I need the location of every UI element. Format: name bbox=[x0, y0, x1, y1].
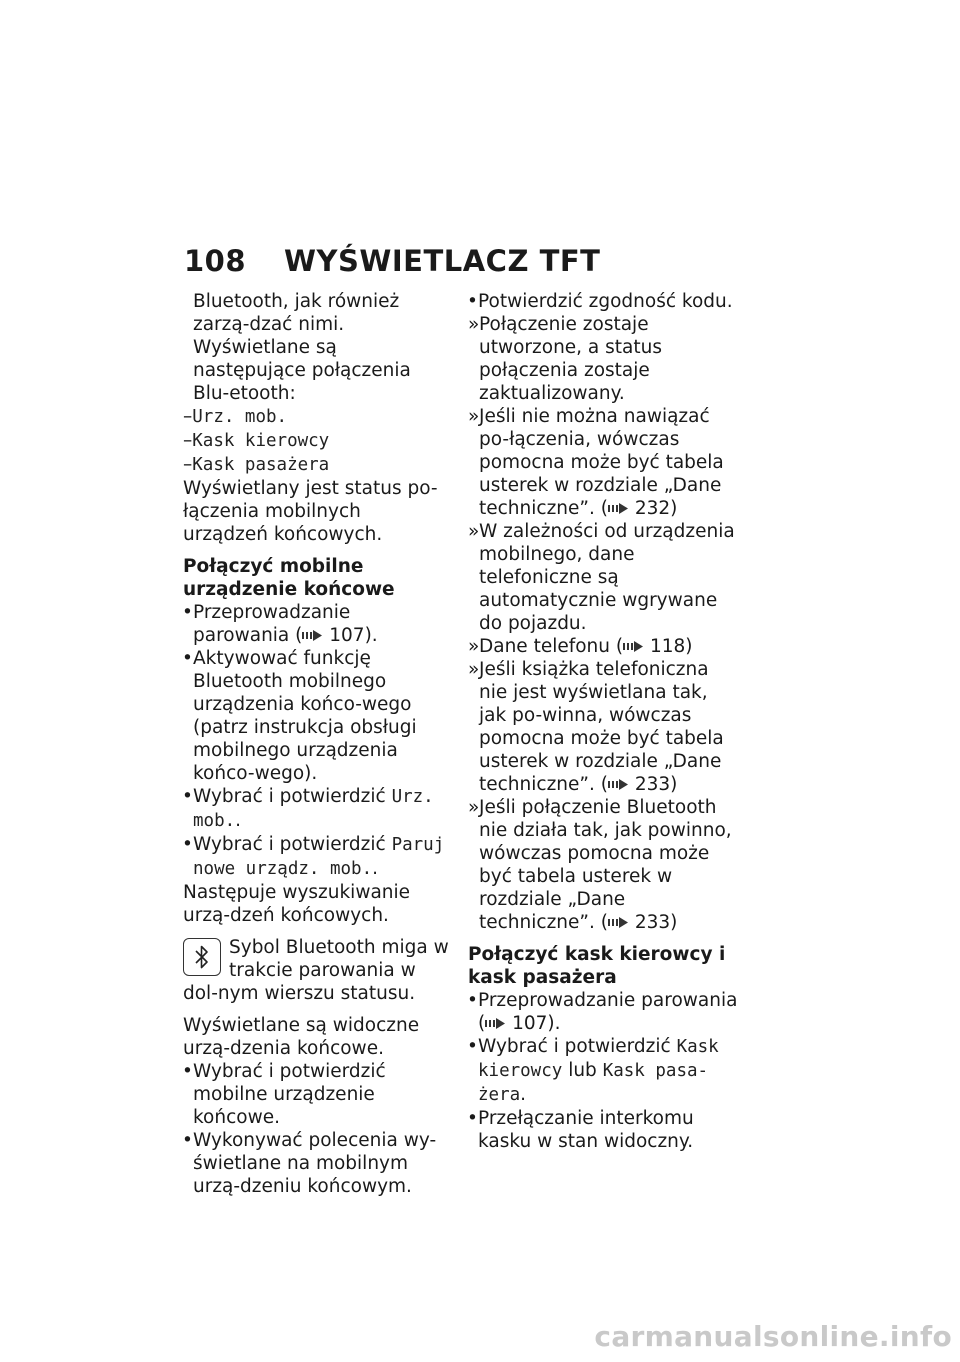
status-paragraph: Wyświetlany jest status po-łączenia mobilnych urządzeń końcowych. bbox=[183, 478, 438, 545]
result-item: » Jeśli połączenie Bluetooth nie działa tak, jak powinno, wówczas pomocna może być tabela usterek w rozdziale „Dane techniczne”. ( 233) bbox=[468, 796, 740, 934]
result-item: » Jeśli nie można nawiązać po-łączenia, wówczas pomocna może być tabela usterek w rozdziale „Dane techniczne”. ( 232) bbox=[468, 405, 740, 520]
result-item: » W zależności od urządzenia mobilnego, dane telefoniczne są automatycznie wgrywane do pojazdu. bbox=[468, 520, 740, 635]
page-reference-icon bbox=[302, 629, 323, 642]
visible-devices-paragraph: Wyświetlane są widoczne urzą-dzenia końcowe. bbox=[183, 1015, 420, 1059]
list-item: • Aktywować funkcję Bluetooth mobilnego urządzenia końco-wego (patrz instrukcja obsługi mobilnego urządzenia końco-wego). bbox=[183, 647, 451, 785]
section-heading: Połączyć mobilne urządzenie końcowe bbox=[183, 556, 395, 600]
list-item: • Potwierdzić zgodność kodu. bbox=[468, 290, 740, 313]
list-item: • Wybrać i potwierdzić Paruj nowe urządz. mob.. bbox=[183, 833, 451, 881]
result-item: » Połączenie zostaje utworzone, a status połączenia zostaje zaktualizowany. bbox=[468, 313, 740, 405]
page-reference-icon bbox=[608, 502, 629, 515]
page-header bbox=[184, 244, 600, 278]
section-heading: Połączyć kask kierowcy i kask pasażera bbox=[468, 944, 726, 988]
connection-item: –Kask pasażera bbox=[183, 454, 330, 475]
list-item: • Przeprowadzanie parowania ( 107). bbox=[468, 989, 740, 1035]
list-item: • Wykonywać polecenia wy-świetlane na mobilnym urzą-dzeniu końcowym. bbox=[183, 1129, 451, 1198]
list-item: • Wybrać i potwierdzić Kask kierowcy lub Kask pasa-żera. bbox=[468, 1035, 740, 1107]
list-item: • Wybrać i potwierdzić Urz. mob.. bbox=[183, 785, 451, 833]
bluetooth-note: Sybol Bluetooth miga w trakcie parowania w dol-nym wierszu statusu. bbox=[183, 937, 449, 1004]
page-reference-icon bbox=[608, 916, 629, 929]
list-item: • Przełączanie interkomu kasku w stan widoczny. bbox=[468, 1107, 740, 1153]
right-column bbox=[468, 290, 740, 1153]
list-item: • Przeprowadzanie parowania ( 107). bbox=[183, 601, 451, 647]
page-reference-icon bbox=[623, 640, 644, 653]
page-reference-icon bbox=[485, 1017, 506, 1030]
list-item: • Wybrać i potwierdzić mobilne urządzenie końcowe. bbox=[183, 1060, 451, 1129]
search-paragraph: Następuje wyszukiwanie urzą-dzeń końcowych. bbox=[183, 882, 411, 926]
result-item: » Dane telefonu ( 118) bbox=[468, 635, 740, 658]
connection-item: –Urz. mob. bbox=[183, 406, 288, 427]
watermark: carmanualsonline.info bbox=[594, 1320, 952, 1353]
page-title: WYŚWIETLACZ TFT bbox=[284, 244, 601, 278]
result-item: » Jeśli książka telefoniczna nie jest wyświetlana tak, jak po-winna, wówczas pomocna może być tabela usterek w rozdziale „Dane techniczne”. ( 233) bbox=[468, 658, 740, 796]
intro-paragraph: Bluetooth, jak również zarzą-dzać nimi. Wyświetlane są następujące połączenia Blu-etooth: bbox=[193, 291, 411, 404]
page-reference-icon bbox=[608, 778, 629, 791]
connection-item: –Kask kierowcy bbox=[183, 430, 330, 451]
left-column bbox=[183, 290, 451, 1198]
page-number: 108 bbox=[184, 244, 247, 278]
bluetooth-icon bbox=[183, 938, 221, 976]
